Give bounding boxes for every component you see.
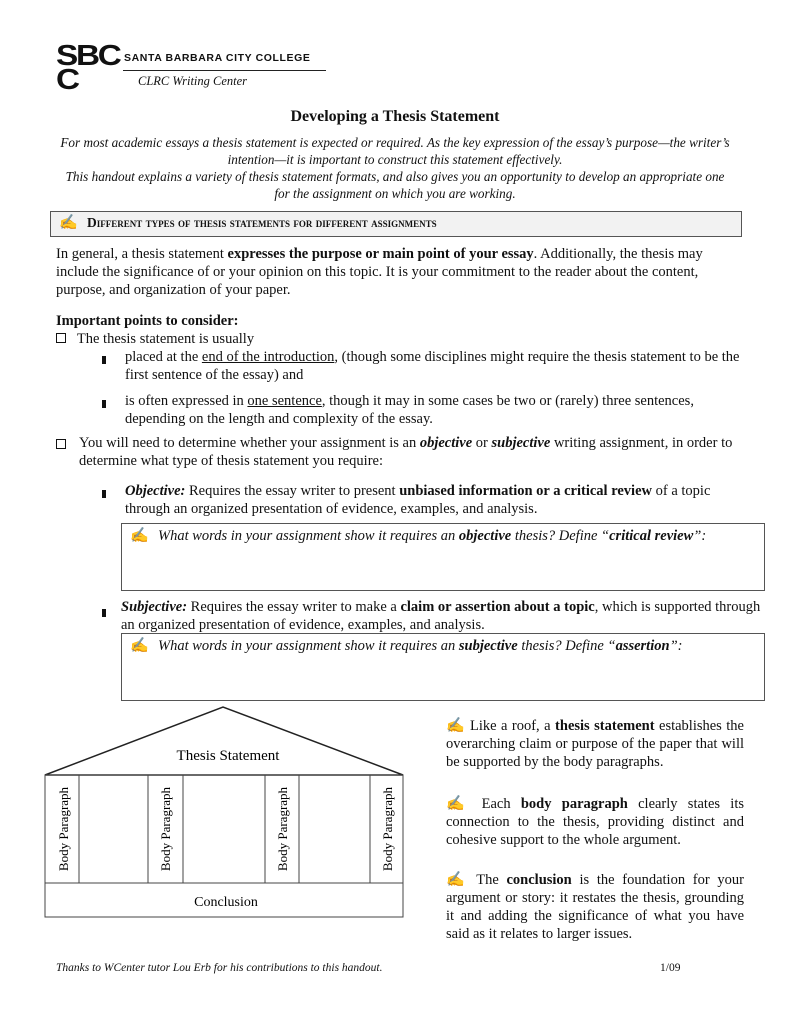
center-name: CLRC Writing Center [138, 74, 248, 88]
roof-label: Thesis Statement [176, 748, 280, 764]
text: is often expressed in [125, 393, 248, 409]
intro-line-1: For most academic essays a thesis statement is expected or required. As the key expression of the essay’s purpose—the writer’s intention—it is important to construct this statement effectively. [60, 135, 730, 167]
emphasis: objective [419, 435, 473, 451]
text: Requires the essay writer to make a [187, 599, 401, 615]
roof [45, 707, 403, 775]
writing-hand-icon: ✍ [446, 872, 469, 888]
body-explanation: ✍ Each body paragraph clearly states its connection to the thesis, providing distinct and cohesive support to the whole argument. [446, 796, 744, 848]
text: placed at the [125, 349, 202, 365]
text: , (though some disciplines might require the thesis statement to be the first sentence of the essay) and [125, 349, 740, 383]
text: Requires the essay writer to present [185, 483, 400, 499]
text: . Additionally, the thesis may include the significance of or your opinion on this topic. It is your commitment to the reader about the content, purpose, and organization of your paper. [56, 246, 703, 298]
college-name: SANTA BARBARA CITY COLLEGE [124, 52, 311, 64]
page-number: 1/09 [660, 962, 681, 974]
intro-line-2: This handout explains a variety of thesis statement formats, and also gives you an opportunity to develop an appropriate one for the assignment on which you are working. [65, 169, 725, 201]
base-label: Conclusion [194, 895, 258, 910]
page-title: Developing a Thesis Statement [290, 108, 500, 125]
text: In general, a thesis statement [56, 246, 228, 262]
writing-hand-icon: ✍ [130, 528, 149, 544]
sbcc-logo: SBCC [56, 40, 120, 96]
text: or [472, 435, 492, 451]
text: , though it may in some cases be two or (rarely) three sentences, depending on the length and complexity of the essay. [125, 393, 694, 427]
columns-frame [45, 775, 403, 883]
text: The thesis statement is usually [76, 331, 255, 347]
column-label: Body Paragraph [275, 786, 290, 872]
emphasis: unbiased information or a critical review [399, 483, 652, 499]
section-heading: Different types of thesis statements for different assignments [87, 215, 437, 230]
roof-explanation: ✍ Like a roof, a thesis statement establishes the overarching claim or purpose of the paper that will be supported by the body paragraphs. [446, 718, 744, 770]
writing-hand-icon: ✍ [446, 796, 472, 812]
points-heading: Important points to consider: [56, 313, 239, 329]
underlined: one sentence [247, 393, 322, 409]
text: writing assignment, in order to determine what type of thesis statement you require: [79, 435, 733, 469]
writing-hand-icon: ✍ [130, 638, 149, 654]
writing-hand-icon: ✍ [446, 718, 466, 734]
label: Objective: [125, 483, 186, 499]
text: of a topic through an organized presentation of evidence, examples, and analysis. [125, 483, 711, 517]
emphasis: expresses the purpose or main point of your essay [227, 246, 534, 262]
column-label: Body Paragraph [56, 786, 71, 872]
text: You will need to determine whether your assignment is an [79, 435, 420, 451]
underlined: end of the introduction [201, 349, 335, 365]
footer-credit: Thanks to WCenter tutor Lou Erb for his contributions to this handout. [56, 962, 383, 974]
column-label: Body Paragraph [158, 786, 173, 872]
conclusion-explanation: ✍ The conclusion is the foundation for your argument or story: it restates the thesis, grounding it and adding the significance of what you have said as it relates to larger issues. [446, 872, 744, 942]
emphasis: claim or assertion about a topic [400, 599, 595, 615]
emphasis: subjective [491, 435, 551, 451]
writing-hand-icon: ✍ [59, 215, 78, 231]
text: , which is supported through an organized presentation of evidence, examples, and analysis. [121, 599, 761, 633]
objective-question: What words in your assignment show it requires an objective thesis? Define “critical review”: [158, 528, 707, 544]
label: Subjective: [121, 599, 188, 615]
subjective-question: What words in your assignment show it requires an subjective thesis? Define “assertion”: [158, 638, 683, 654]
column-label: Body Paragraph [380, 786, 395, 872]
